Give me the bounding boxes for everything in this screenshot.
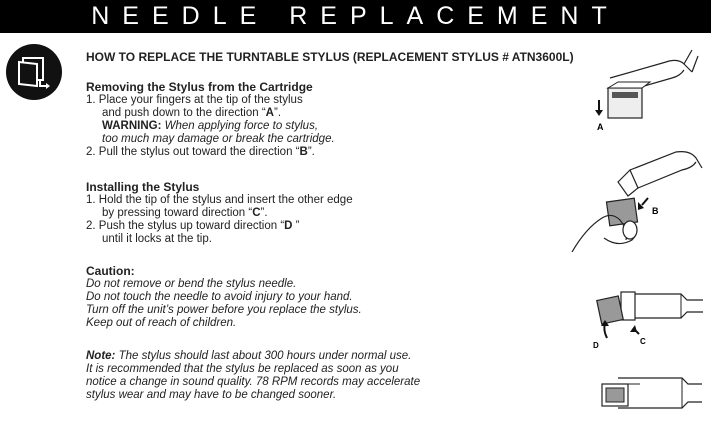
label-c: C xyxy=(640,337,646,346)
removing-title: Removing the Stylus from the Cartridge xyxy=(86,80,313,94)
note-line: stylus wear and may have to be changed sooner. xyxy=(86,389,337,401)
page-banner xyxy=(0,0,711,33)
note-section xyxy=(86,350,420,402)
warning-line: WARNING: When applying force to stylus, xyxy=(102,120,319,132)
banner-title: NEEDLE REPLACEMENT xyxy=(91,2,620,30)
installing-title: Installing the Stylus xyxy=(86,180,200,194)
caution-line: Do not remove or bend the stylus needle. xyxy=(86,278,297,290)
note-line: It is recommended that the stylus be replaced as soon as you xyxy=(86,363,399,375)
stylus-push-down-illustration xyxy=(588,48,700,136)
caution-line: Keep out of reach of children. xyxy=(86,317,237,329)
label-d: D xyxy=(593,341,599,350)
label-a: A xyxy=(597,122,604,132)
caution-section xyxy=(86,265,362,330)
installing-step-2-cont: until it locks at the tip. xyxy=(102,233,212,245)
installing-step-1: 1. Hold the tip of the stylus and insert the other edge xyxy=(86,194,353,206)
warning-line-2: too much may damage or break the cartridge. xyxy=(102,133,335,145)
page-heading: HOW TO REPLACE THE TURNTABLE STYLUS (REPLACEMENT STYLUS # ATN3600L) xyxy=(86,50,574,64)
removing-step-1: 1. Place your fingers at the tip of the stylus xyxy=(86,94,303,106)
stylus-pull-out-illustration xyxy=(568,148,706,258)
removing-section xyxy=(86,81,335,159)
installing-step-1-cont: by pressing toward direction “C”. xyxy=(102,207,268,219)
caution-line: Do not touch the needle to avoid injury to your hand. xyxy=(86,291,353,303)
note-line: notice a change in sound quality. 78 RPM records may accelerate xyxy=(86,376,421,388)
installing-step-2: 2. Push the stylus up toward direction “D ” xyxy=(86,220,300,232)
removing-step-1-cont: and push down to the direction “A”. xyxy=(102,107,282,119)
caution-title: Caution: xyxy=(86,264,135,278)
stylus-locked-illustration xyxy=(598,374,704,414)
removing-step-2: 2. Pull the stylus out toward the direction “B”. xyxy=(86,146,315,158)
note-line-1: Note: The stylus should last about 300 hours under normal use. xyxy=(86,350,412,362)
installing-section xyxy=(86,181,353,246)
label-b: B xyxy=(652,206,659,216)
caution-line: Turn off the unit’s power before you replace the stylus. xyxy=(86,304,362,316)
stylus-insert-illustration xyxy=(585,286,705,352)
stylus-replacement-icon xyxy=(6,44,62,100)
